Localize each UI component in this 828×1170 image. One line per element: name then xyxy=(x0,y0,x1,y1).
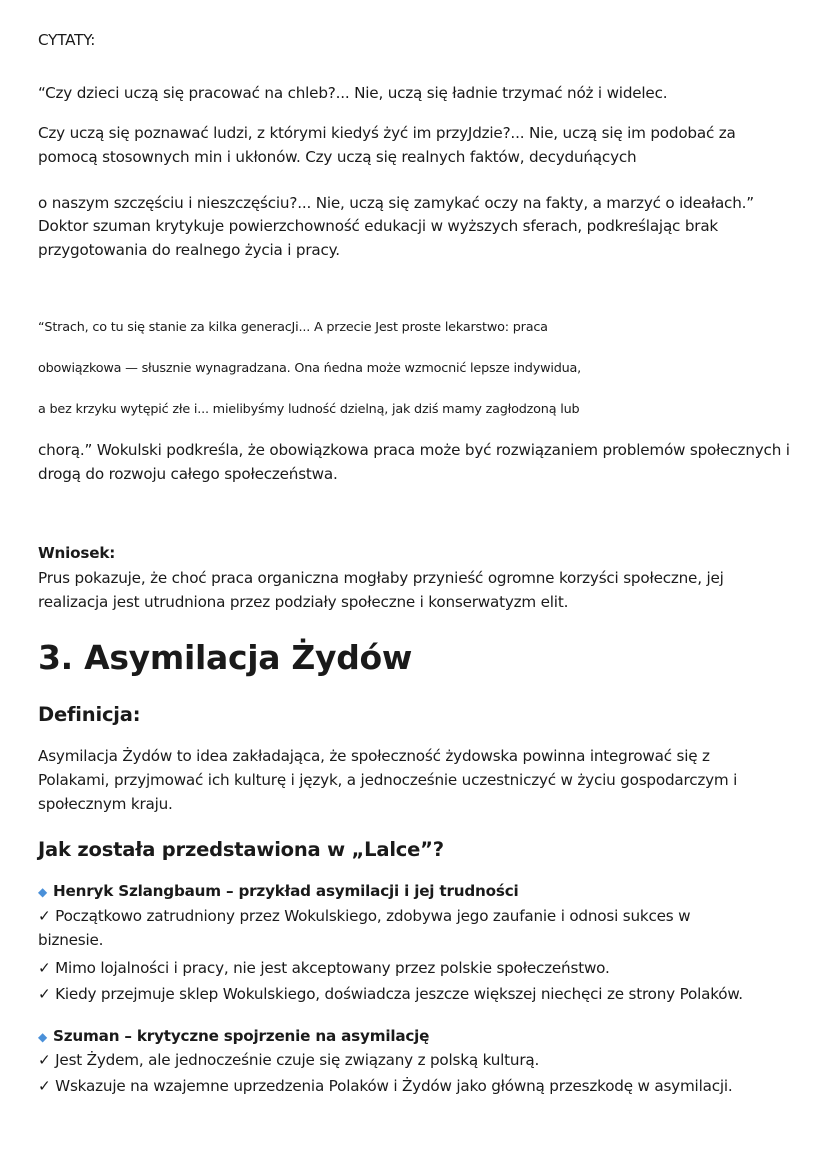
definition-line: społecznym kraju. xyxy=(38,795,173,813)
wniosek-line: realizacja jest utrudniona przez podziały społeczne i konserwatyzm elit. xyxy=(38,593,569,611)
cytaty-label: CYTATY: xyxy=(38,31,96,49)
wniosek-line: Prus pokazuje, że choć praca organiczna mogłaby przynieść ogromne korzyści społeczne, jej xyxy=(38,569,724,587)
quote-line: obowiązkowa — słusznie wynagradzana. Ona ńedna może wzmocnić lepsze indywidua, xyxy=(38,361,582,376)
check-item: ✓ Jest Żydem, ale jednocześnie czuje się związany z polską kulturą. xyxy=(38,1051,540,1069)
section-heading: 3. Asymilacja Żydów xyxy=(38,638,413,677)
quote-line: drogą do rozwoju całego społeczeństwa. xyxy=(38,465,338,483)
check-item: ✓ Początkowo zatrudniony przez Wokulskiego, zdobywa jego zaufanie i odnosi sukces w xyxy=(38,907,691,925)
quote-line: “Czy dzieci uczą się pracować na chleb?... Nie, uczą się ładnie trzymać nóż i widelec. xyxy=(38,84,668,102)
group-title-text: Szuman – krytyczne spojrzenie na asymilację xyxy=(53,1027,430,1045)
check-item: ✓ Wskazuje na wzajemne uprzedzenia Polaków i Żydów jako główną przeszkodę w asymilacji. xyxy=(38,1077,733,1095)
definition-line: Polakami, przyjmować ich kulturę i język, a jednocześnie uczestniczyć w życiu gospodarczym i xyxy=(38,771,738,789)
commentary-line: Doktor szuman krytykuje powierzchowność edukacji w wyższych sferach, podkreślając brak xyxy=(38,217,719,235)
wniosek-label: Wniosek: xyxy=(38,544,116,562)
group-title-text: Henryk Szlangbaum – przykład asymilacji i jej trudności xyxy=(53,882,519,900)
check-item: ✓ Kiedy przejmuje sklep Wokulskiego, doświadcza jeszcze większej niechęci ze strony Polaków. xyxy=(38,985,743,1003)
commentary-line: przygotowania do realnego życia i pracy. xyxy=(38,241,340,259)
definition-heading: Definicja: xyxy=(38,703,141,726)
diamond-bullet-icon: ◆ xyxy=(38,885,48,899)
definition-line: Asymilacja Żydów to idea zakładająca, że społeczność żydowska powinna integrować się z xyxy=(38,747,710,765)
quote-line: o naszym szczęściu i nieszczęściu?... Nie, uczą się zamykać oczy na fakty, a marzyć o ideałach.” xyxy=(38,194,754,212)
group-title xyxy=(38,1024,429,1049)
quote-line: “Strach, co tu się stanie za kilka generacJi... A przecie Jest proste lekarstwo: praca xyxy=(38,320,548,335)
quote-line: Czy uczą się poznawać ludzi, z którymi kiedyś żyć im przyJdzie?... Nie, uczą się im podobać za xyxy=(38,124,736,142)
group-title xyxy=(38,879,519,904)
quote-line: chorą.” Wokulski podkreśla, że obowiązkowa praca może być rozwiązaniem problemów społecznych i xyxy=(38,441,790,459)
quote-line: a bez krzyku wytępić złe i... mielibyśmy ludność dzielną, jak dziś mamy zagłodzoną lub xyxy=(38,402,580,417)
check-item: biznesie. xyxy=(38,931,104,949)
subheading: Jak została przedstawiona w „Lalce”? xyxy=(38,838,444,861)
quote-line: pomocą stosownych min i ukłonów. Czy uczą się realnych faktów, decyduńących xyxy=(38,148,637,166)
diamond-bullet-icon: ◆ xyxy=(38,1030,48,1044)
check-item: ✓ Mimo lojalności i pracy, nie jest akceptowany przez polskie społeczeństwo. xyxy=(38,959,610,977)
